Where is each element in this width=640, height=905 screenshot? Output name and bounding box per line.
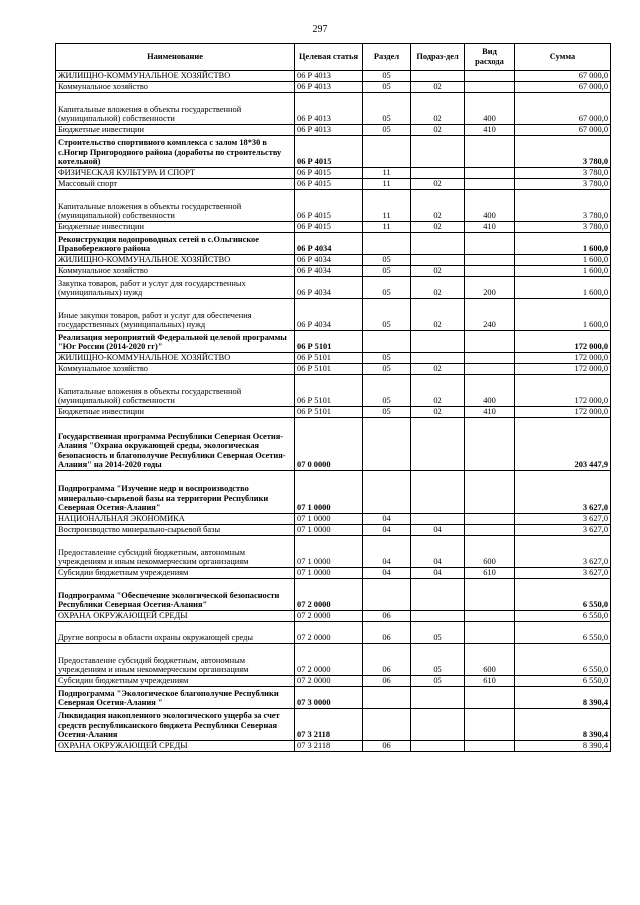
- row-expense-type-cell: [465, 331, 515, 353]
- header-target-article: Целевая статья: [295, 44, 363, 71]
- header-name: Наименование: [56, 44, 295, 71]
- row-target-article-cell: 06 Р 4034: [295, 255, 363, 266]
- table-row: [56, 418, 611, 471]
- row-expense-type-cell: [465, 525, 515, 536]
- row-name-cell: Государственная программа Республики Северная Осетия-Алания "Охрана окружающей среды, экологическая безопасность и благополучие Республики Северная Осетия-Алания" на 2014-2020 годы: [56, 418, 295, 471]
- table-header-row: [56, 44, 611, 71]
- row-section-cell: 04: [363, 525, 411, 536]
- row-sum-cell: 6 550,0: [515, 579, 611, 611]
- row-section-cell: 05: [363, 277, 411, 299]
- row-expense-type-cell: 610: [465, 676, 515, 687]
- row-expense-type-cell: 400: [465, 375, 515, 407]
- table-row: [56, 525, 611, 536]
- row-name-cell: Массовый спорт: [56, 179, 295, 190]
- row-subsection-cell: [411, 611, 465, 622]
- row-section-cell: 11: [363, 179, 411, 190]
- table-row: [56, 266, 611, 277]
- row-section-cell: [363, 331, 411, 353]
- row-section-cell: 05: [363, 364, 411, 375]
- row-subsection-cell: 05: [411, 644, 465, 676]
- row-subsection-cell: [411, 233, 465, 255]
- row-name-cell: Капитальные вложения в объекты государственной (муниципальной) собственности: [56, 375, 295, 407]
- table-row: [56, 709, 611, 741]
- table-row: [56, 190, 611, 222]
- row-sum-cell: 6 550,0: [515, 644, 611, 676]
- row-target-article-cell: 07 2 0000: [295, 644, 363, 676]
- row-target-article-cell: 07 1 0000: [295, 525, 363, 536]
- row-subsection-cell: 02: [411, 375, 465, 407]
- row-name-cell: Коммунальное хозяйство: [56, 82, 295, 93]
- row-name-cell: Другие вопросы в области охраны окружающей среды: [56, 622, 295, 644]
- row-expense-type-cell: 600: [465, 536, 515, 568]
- header-section: Раздел: [363, 44, 411, 71]
- table-row: [56, 676, 611, 687]
- row-target-article-cell: 07 1 0000: [295, 514, 363, 525]
- row-subsection-cell: 02: [411, 125, 465, 136]
- header-expense-type: Вид расхода: [465, 44, 515, 71]
- row-name-cell: Реализация мероприятий Федеральной целевой программы "Юг России (2014-2020 гг)": [56, 331, 295, 353]
- row-name-cell: Реконструкция водопроводных сетей в с.Ольгинское Правобережного района: [56, 233, 295, 255]
- table-row: [56, 514, 611, 525]
- row-name-cell: ЖИЛИЩНО-КОММУНАЛЬНОЕ ХОЗЯЙСТВО: [56, 255, 295, 266]
- row-name-cell: Бюджетные инвестиции: [56, 407, 295, 418]
- row-name-cell: Капитальные вложения в объекты государственной (муниципальной) собственности: [56, 93, 295, 125]
- row-section-cell: [363, 579, 411, 611]
- row-subsection-cell: 02: [411, 222, 465, 233]
- row-sum-cell: 6 550,0: [515, 676, 611, 687]
- row-expense-type-cell: [465, 579, 515, 611]
- row-section-cell: 05: [363, 266, 411, 277]
- row-sum-cell: 3 780,0: [515, 136, 611, 168]
- row-target-article-cell: 06 Р 4015: [295, 222, 363, 233]
- row-expense-type-cell: [465, 136, 515, 168]
- row-target-article-cell: 06 Р 5101: [295, 364, 363, 375]
- row-sum-cell: 172 000,0: [515, 331, 611, 353]
- row-name-cell: НАЦИОНАЛЬНАЯ ЭКОНОМИКА: [56, 514, 295, 525]
- row-subsection-cell: [411, 579, 465, 611]
- row-expense-type-cell: [465, 71, 515, 82]
- row-section-cell: 06: [363, 676, 411, 687]
- row-expense-type-cell: 410: [465, 125, 515, 136]
- row-section-cell: 06: [363, 644, 411, 676]
- row-target-article-cell: 07 2 0000: [295, 579, 363, 611]
- row-sum-cell: 3 780,0: [515, 190, 611, 222]
- row-subsection-cell: 02: [411, 277, 465, 299]
- row-subsection-cell: 02: [411, 407, 465, 418]
- row-sum-cell: 3 627,0: [515, 514, 611, 525]
- table-row: [56, 82, 611, 93]
- row-target-article-cell: 07 3 2118: [295, 741, 363, 752]
- row-name-cell: Бюджетные инвестиции: [56, 125, 295, 136]
- row-name-cell: Бюджетные инвестиции: [56, 222, 295, 233]
- row-section-cell: 06: [363, 741, 411, 752]
- table-row: [56, 622, 611, 644]
- row-target-article-cell: 07 0 0000: [295, 418, 363, 471]
- row-name-cell: ЖИЛИЩНО-КОММУНАЛЬНОЕ ХОЗЯЙСТВО: [56, 71, 295, 82]
- row-expense-type-cell: [465, 418, 515, 471]
- row-sum-cell: 6 550,0: [515, 622, 611, 644]
- row-name-cell: Предоставление субсидий бюджетным, автономным учреждениям и иным некоммерческим организациям: [56, 644, 295, 676]
- row-subsection-cell: [411, 687, 465, 709]
- row-section-cell: [363, 709, 411, 741]
- row-target-article-cell: 07 1 0000: [295, 471, 363, 514]
- row-name-cell: Ликвидация накопленного экологического ущерба за счет средств республиканского бюджета Республики Северная Осетия-Алания: [56, 709, 295, 741]
- row-section-cell: 11: [363, 222, 411, 233]
- budget-table: [55, 43, 611, 752]
- row-target-article-cell: 07 1 0000: [295, 536, 363, 568]
- table-row: [56, 364, 611, 375]
- row-expense-type-cell: [465, 82, 515, 93]
- row-expense-type-cell: 400: [465, 93, 515, 125]
- row-name-cell: Предоставление субсидий бюджетным, автономным учреждениям и иным некоммерческим организациям: [56, 536, 295, 568]
- table-row: [56, 741, 611, 752]
- row-target-article-cell: 06 Р 5101: [295, 331, 363, 353]
- row-name-cell: ЖИЛИЩНО-КОММУНАЛЬНОЕ ХОЗЯЙСТВО: [56, 353, 295, 364]
- row-section-cell: [363, 233, 411, 255]
- row-expense-type-cell: 610: [465, 568, 515, 579]
- row-sum-cell: 3 627,0: [515, 536, 611, 568]
- row-section-cell: [363, 687, 411, 709]
- row-subsection-cell: 05: [411, 622, 465, 644]
- row-expense-type-cell: [465, 364, 515, 375]
- row-expense-type-cell: [465, 168, 515, 179]
- row-sum-cell: 8 390,4: [515, 687, 611, 709]
- row-expense-type-cell: 410: [465, 222, 515, 233]
- row-subsection-cell: [411, 514, 465, 525]
- table-row: [56, 125, 611, 136]
- row-expense-type-cell: [465, 514, 515, 525]
- row-target-article-cell: 06 Р 4013: [295, 93, 363, 125]
- page-number: 297: [312, 24, 328, 35]
- row-subsection-cell: 02: [411, 190, 465, 222]
- table-row: [56, 568, 611, 579]
- row-name-cell: ОХРАНА ОКРУЖАЮЩЕЙ СРЕДЫ: [56, 611, 295, 622]
- row-section-cell: 06: [363, 611, 411, 622]
- row-sum-cell: 1 600,0: [515, 233, 611, 255]
- row-sum-cell: 3 627,0: [515, 525, 611, 536]
- row-sum-cell: 6 550,0: [515, 611, 611, 622]
- row-subsection-cell: 02: [411, 266, 465, 277]
- row-sum-cell: 1 600,0: [515, 266, 611, 277]
- row-section-cell: 04: [363, 568, 411, 579]
- table-row: [56, 71, 611, 82]
- row-sum-cell: 172 000,0: [515, 364, 611, 375]
- row-subsection-cell: [411, 418, 465, 471]
- row-name-cell: ФИЗИЧЕСКАЯ КУЛЬТУРА И СПОРТ: [56, 168, 295, 179]
- row-expense-type-cell: [465, 233, 515, 255]
- table-row: [56, 579, 611, 611]
- table-row: [56, 136, 611, 168]
- row-name-cell: Иные закупки товаров, работ и услуг для обеспечения государственных (муниципальных) нужд: [56, 299, 295, 331]
- row-expense-type-cell: [465, 622, 515, 644]
- row-name-cell: Субсидии бюджетным учреждениям: [56, 568, 295, 579]
- row-name-cell: Подпрограмма "Экологическое благополучие Республики Северная Осетия-Алания ": [56, 687, 295, 709]
- row-section-cell: [363, 418, 411, 471]
- row-sum-cell: 8 390,4: [515, 709, 611, 741]
- row-expense-type-cell: [465, 611, 515, 622]
- table-row: [56, 233, 611, 255]
- row-section-cell: 05: [363, 93, 411, 125]
- table-row: [56, 168, 611, 179]
- table-row: [56, 644, 611, 676]
- table-row: [56, 353, 611, 364]
- row-sum-cell: 203 447,9: [515, 418, 611, 471]
- row-expense-type-cell: [465, 741, 515, 752]
- row-target-article-cell: 07 2 0000: [295, 676, 363, 687]
- row-section-cell: 04: [363, 536, 411, 568]
- row-section-cell: 05: [363, 407, 411, 418]
- row-subsection-cell: [411, 136, 465, 168]
- row-subsection-cell: [411, 168, 465, 179]
- table-row: [56, 277, 611, 299]
- row-sum-cell: 1 600,0: [515, 277, 611, 299]
- row-target-article-cell: 06 Р 4013: [295, 82, 363, 93]
- row-section-cell: 05: [363, 125, 411, 136]
- table-row: [56, 93, 611, 125]
- row-subsection-cell: [411, 255, 465, 266]
- row-section-cell: 05: [363, 71, 411, 82]
- table-row: [56, 375, 611, 407]
- row-sum-cell: 67 000,0: [515, 125, 611, 136]
- row-section-cell: [363, 471, 411, 514]
- row-subsection-cell: 05: [411, 676, 465, 687]
- row-name-cell: Подпрограмма "Изучение недр и воспроизводство минерально-сырьевой базы на территории Республики Северная Осетия-Алания": [56, 471, 295, 514]
- row-subsection-cell: [411, 471, 465, 514]
- row-name-cell: Коммунальное хозяйство: [56, 364, 295, 375]
- row-subsection-cell: 02: [411, 93, 465, 125]
- row-name-cell: Субсидии бюджетным учреждениям: [56, 676, 295, 687]
- row-target-article-cell: 06 Р 4034: [295, 299, 363, 331]
- row-subsection-cell: 04: [411, 525, 465, 536]
- row-sum-cell: 3 780,0: [515, 168, 611, 179]
- row-section-cell: 04: [363, 514, 411, 525]
- row-section-cell: 05: [363, 299, 411, 331]
- row-subsection-cell: 02: [411, 179, 465, 190]
- row-target-article-cell: 06 Р 4013: [295, 125, 363, 136]
- row-subsection-cell: [411, 71, 465, 82]
- row-sum-cell: 3 780,0: [515, 222, 611, 233]
- row-subsection-cell: [411, 353, 465, 364]
- table-row: [56, 331, 611, 353]
- row-sum-cell: 8 390,4: [515, 741, 611, 752]
- row-sum-cell: 172 000,0: [515, 407, 611, 418]
- row-section-cell: [363, 136, 411, 168]
- row-sum-cell: 67 000,0: [515, 93, 611, 125]
- row-expense-type-cell: 240: [465, 299, 515, 331]
- row-sum-cell: 172 000,0: [515, 375, 611, 407]
- row-target-article-cell: 06 Р 5101: [295, 375, 363, 407]
- table-row: [56, 611, 611, 622]
- row-target-article-cell: 06 Р 4015: [295, 168, 363, 179]
- row-section-cell: 05: [363, 353, 411, 364]
- row-subsection-cell: 04: [411, 568, 465, 579]
- row-name-cell: Капитальные вложения в объекты государственной (муниципальной) собственности: [56, 190, 295, 222]
- row-sum-cell: 67 000,0: [515, 71, 611, 82]
- row-expense-type-cell: [465, 266, 515, 277]
- row-expense-type-cell: [465, 687, 515, 709]
- row-expense-type-cell: 400: [465, 190, 515, 222]
- row-target-article-cell: 06 Р 5101: [295, 353, 363, 364]
- row-target-article-cell: 07 2 0000: [295, 622, 363, 644]
- table-row: [56, 179, 611, 190]
- row-expense-type-cell: [465, 255, 515, 266]
- row-target-article-cell: 06 Р 4034: [295, 233, 363, 255]
- table-row: [56, 407, 611, 418]
- row-target-article-cell: 07 3 2118: [295, 709, 363, 741]
- table-row: [56, 255, 611, 266]
- row-section-cell: 06: [363, 622, 411, 644]
- row-subsection-cell: 02: [411, 82, 465, 93]
- row-section-cell: 05: [363, 82, 411, 93]
- row-sum-cell: 172 000,0: [515, 353, 611, 364]
- row-expense-type-cell: [465, 471, 515, 514]
- table-row: [56, 536, 611, 568]
- row-subsection-cell: [411, 331, 465, 353]
- row-subsection-cell: 02: [411, 299, 465, 331]
- row-target-article-cell: 07 2 0000: [295, 611, 363, 622]
- row-target-article-cell: 06 Р 4034: [295, 266, 363, 277]
- row-name-cell: Подпрограмма "Обеспечение экологической безопасности Республики Северная Осетия-Алания": [56, 579, 295, 611]
- row-expense-type-cell: [465, 709, 515, 741]
- row-section-cell: 11: [363, 168, 411, 179]
- row-sum-cell: 3 627,0: [515, 568, 611, 579]
- table-row: [56, 471, 611, 514]
- row-target-article-cell: 06 Р 4015: [295, 190, 363, 222]
- row-target-article-cell: 06 Р 4013: [295, 71, 363, 82]
- row-name-cell: Строительство спортивного комплекса с залом 18*30 в с.Ногир Пригородного района (доработы по строительству котельной): [56, 136, 295, 168]
- row-subsection-cell: [411, 709, 465, 741]
- row-target-article-cell: 07 3 0000: [295, 687, 363, 709]
- row-subsection-cell: 04: [411, 536, 465, 568]
- row-expense-type-cell: 410: [465, 407, 515, 418]
- row-target-article-cell: 06 Р 5101: [295, 407, 363, 418]
- row-sum-cell: 1 600,0: [515, 299, 611, 331]
- row-sum-cell: 1 600,0: [515, 255, 611, 266]
- row-target-article-cell: 07 1 0000: [295, 568, 363, 579]
- row-expense-type-cell: 600: [465, 644, 515, 676]
- header-subsection: Подраз-дел: [411, 44, 465, 71]
- row-section-cell: 05: [363, 375, 411, 407]
- row-sum-cell: 3 780,0: [515, 179, 611, 190]
- table-row: [56, 687, 611, 709]
- table-row: [56, 222, 611, 233]
- row-target-article-cell: 06 Р 4034: [295, 277, 363, 299]
- row-sum-cell: 3 627,0: [515, 471, 611, 514]
- row-name-cell: Закупка товаров, работ и услуг для государственных (муниципальных) нужд: [56, 277, 295, 299]
- row-expense-type-cell: [465, 353, 515, 364]
- row-target-article-cell: 06 Р 4015: [295, 136, 363, 168]
- row-target-article-cell: 06 Р 4015: [295, 179, 363, 190]
- row-name-cell: ОХРАНА ОКРУЖАЮЩЕЙ СРЕДЫ: [56, 741, 295, 752]
- row-subsection-cell: 02: [411, 364, 465, 375]
- row-expense-type-cell: [465, 179, 515, 190]
- row-subsection-cell: [411, 741, 465, 752]
- row-section-cell: 05: [363, 255, 411, 266]
- header-sum: Сумма: [515, 44, 611, 71]
- table-row: [56, 299, 611, 331]
- row-sum-cell: 67 000,0: [515, 82, 611, 93]
- row-section-cell: 11: [363, 190, 411, 222]
- row-expense-type-cell: 200: [465, 277, 515, 299]
- row-name-cell: Коммунальное хозяйство: [56, 266, 295, 277]
- row-name-cell: Воспроизводство минерально-сырьевой базы: [56, 525, 295, 536]
